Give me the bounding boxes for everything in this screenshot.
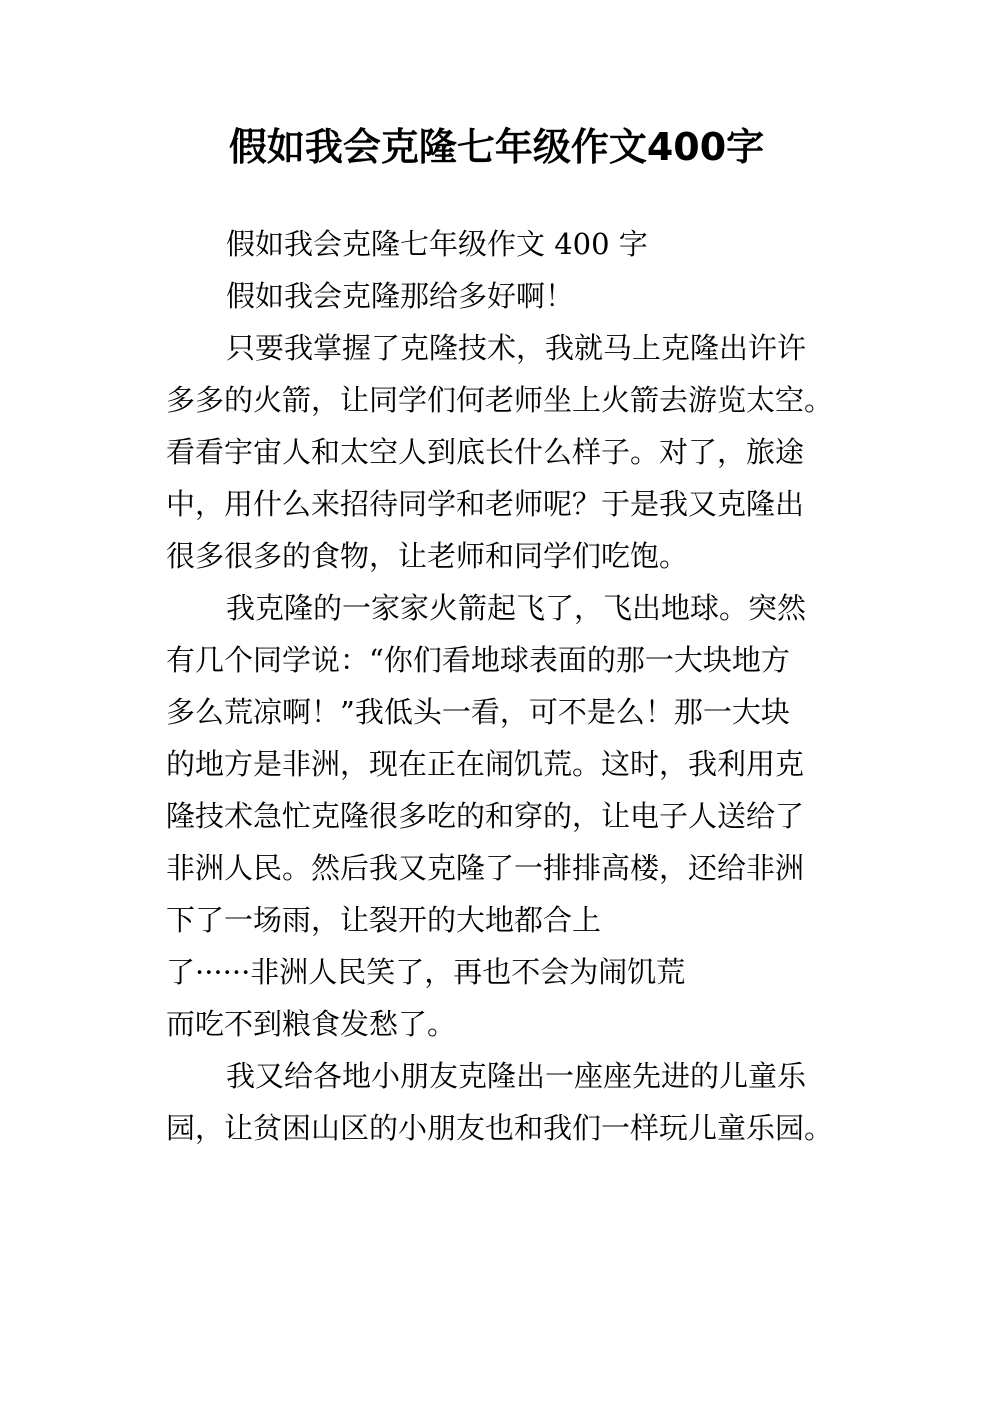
text-line: 多多的火箭，让同学们何老师坐上火箭去游览太空。 [166, 383, 834, 417]
text-line: 我克隆的一家家火箭起飞了，飞出地球。突然 [226, 591, 807, 625]
text-line: 有几个同学说：“你们看地球表面的那一大块地方 [166, 643, 790, 677]
text-line: 隆技术急忙克隆很多吃的和穿的，让电子人送给了 [166, 799, 805, 833]
text-line: 非洲人民。然后我又克隆了一排排高楼，还给非洲 [166, 851, 805, 885]
text-line: 而吃不到粮食发愁了。 [166, 1007, 457, 1041]
text-line: 假如我会克隆那给多好啊！ [226, 279, 575, 313]
text-line: 了······非洲人民笑了，再也不会为闹饥荒 [166, 955, 686, 989]
document-title: 假如我会克隆七年级作文400字 [228, 125, 765, 169]
text-line: 我又给各地小朋友克隆出一座座先进的儿童乐 [226, 1059, 807, 1093]
text-line: 园，让贫困山区的小朋友也和我们一样玩儿童乐园。 [166, 1111, 834, 1145]
text-line: 假如我会克隆七年级作文 400 字 [226, 227, 648, 261]
text-line: 很多很多的食物，让老师和同学们吃饱。 [166, 539, 689, 573]
text-line: 看看宇宙人和太空人到底长什么样子。对了，旅途 [166, 435, 805, 469]
text-line: 多么荒凉啊！”我低头一看，可不是么！那一大块 [166, 695, 790, 729]
text-line: 下了一场雨，让裂开的大地都合上 [166, 903, 602, 937]
document-body [166, 218, 841, 1154]
text-line: 中，用什么来招待同学和老师呢？于是我又克隆出 [166, 487, 805, 521]
text-line: 只要我掌握了克隆技术，我就马上克隆出许许 [226, 331, 807, 365]
text-line: 的地方是非洲，现在正在闹饥荒。这时，我利用克 [166, 747, 805, 781]
